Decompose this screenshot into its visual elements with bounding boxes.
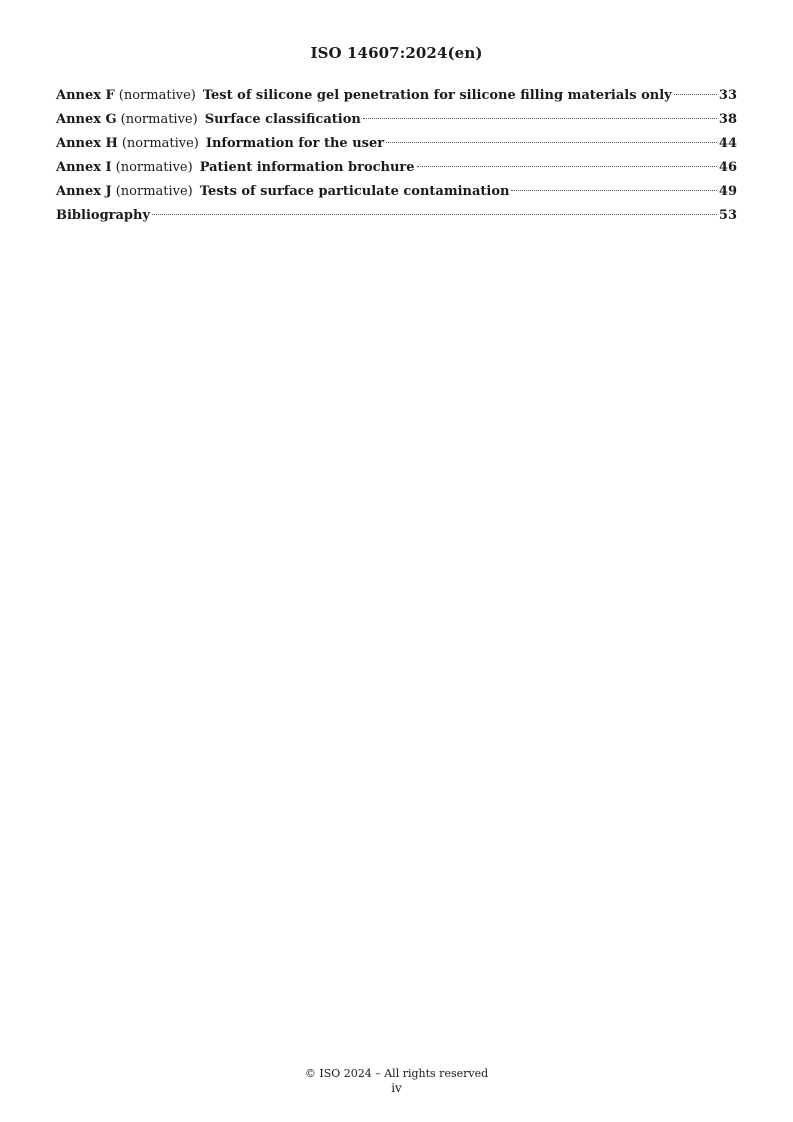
- annex-type: (normative): [115, 160, 193, 175]
- toc-entry-annex-h[interactable]: [56, 132, 737, 156]
- document-id-header: ISO 14607:2024(en): [310, 44, 483, 62]
- annex-number: Annex J: [56, 184, 112, 199]
- dot-leader: [152, 214, 717, 215]
- annex-type: (normative): [118, 88, 196, 103]
- toc-page-number: 49: [718, 184, 737, 199]
- annex-number: Annex F: [56, 88, 115, 103]
- page-footer: [0, 1066, 793, 1096]
- toc-entry-annex-g[interactable]: [56, 108, 737, 132]
- toc-page-number: 46: [718, 160, 737, 175]
- toc-entry-bibliography[interactable]: [56, 204, 737, 228]
- dot-leader: [363, 118, 717, 119]
- annex-number: Annex I: [56, 160, 112, 175]
- toc-page-number: 38: [718, 112, 737, 127]
- annex-type: (normative): [120, 112, 198, 127]
- toc-entry-title: Information for the user: [205, 136, 385, 151]
- toc-entry-annex-i[interactable]: [56, 156, 737, 180]
- toc-entry-annex-j[interactable]: [56, 180, 737, 204]
- annex-number: Annex G: [56, 112, 117, 127]
- page-number: iv: [391, 1081, 402, 1095]
- dot-leader: [511, 190, 716, 191]
- toc-page-number: 44: [718, 136, 737, 151]
- copyright-notice: © ISO 2024 – All rights reserved: [304, 1067, 489, 1080]
- dot-leader: [674, 94, 717, 95]
- annex-number: Annex H: [56, 136, 118, 151]
- toc-entry-annex-f[interactable]: [56, 84, 737, 108]
- toc-entry-title: Bibliography: [56, 208, 151, 223]
- toc-page-number: 33: [718, 88, 737, 103]
- toc-entry-title: Surface classification: [204, 112, 361, 127]
- toc-entry-title: Test of silicone gel penetration for silicone filling materials only: [202, 88, 672, 103]
- annex-type: (normative): [121, 136, 199, 151]
- toc-entry-title: Patient information brochure: [199, 160, 415, 175]
- dot-leader: [386, 142, 717, 143]
- dot-leader: [417, 166, 717, 167]
- annex-type: (normative): [115, 184, 193, 199]
- toc-entry-title: Tests of surface particulate contamination: [199, 184, 510, 199]
- table-of-contents: [56, 84, 737, 228]
- toc-page-number: 53: [718, 208, 737, 223]
